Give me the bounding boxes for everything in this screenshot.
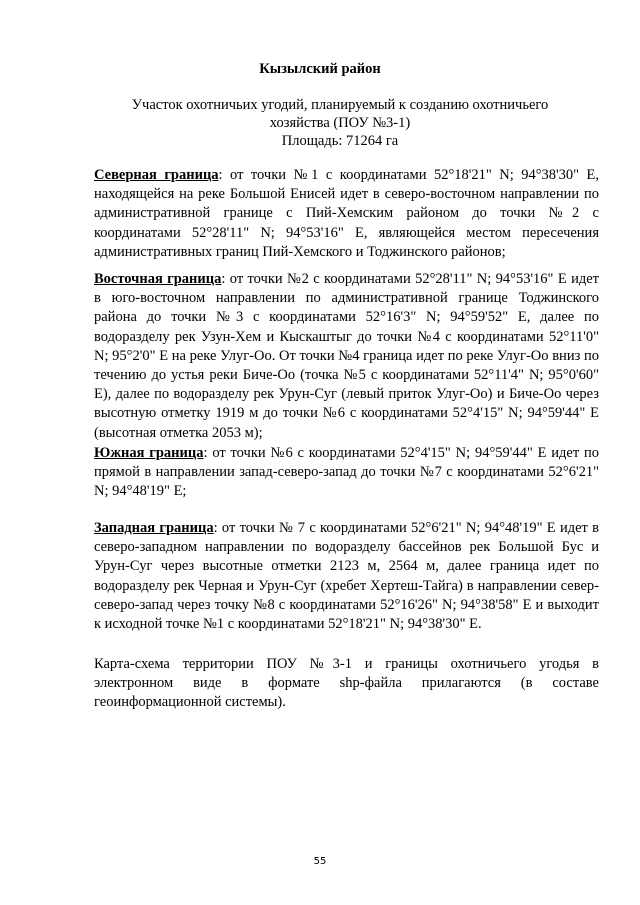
north-boundary-paragraph bbox=[94, 166, 599, 262]
east-boundary-text: : от точки №2 с координатами 52°28'11" N; 94°53'16" E идет в юго-восточном направлении по административной границе Тоджинского района до точки №3 с координатами 52°16'3" N; 94°59'52" E, далее по водоразделу рек Узун-Хем и Кыскаштыг до точки №4 с координатами 52°11'0" N; 95°2'0" E на реке Улуг-Оо. От точки №4 граница идет по реке Улуг-Оо вниз по течению до устья реки Биче-Оо (точка №5 с координатами 52°11'4" N; 95°0'60" E), далее по водоразделу рек Урун-Суг (левый приток Улуг-Оо) и Биче-Оо через высотную отметку 1919 м до точки №6 с координатами 52°4'15" N; 94°59'44" E (высотная отметка 2053 м); bbox=[94, 271, 599, 441]
west-boundary-text: : от точки № 7 с координатами 52°6'21" N; 94°48'19" E идет в северо-западном направлении по водоразделу бассейнов рек Большой Бус и Урун-Суг через высотные отметки 2123 м, 2564 м, далее граница идет по водоразделу рек Черная и Урун-Суг (хребет Хертеш-Тайга) в направлении север-северо-запад через точку №8 с координатами 52°16'26" N; 94°38'58" E и выходит к исходной точке №1 с координатами 52°18'21" N; 94°38'30" E. bbox=[94, 520, 599, 633]
page-number: 55 bbox=[313, 856, 327, 867]
hunting-area-subtitle bbox=[100, 96, 580, 150]
area-label: Площадь: 71264 га bbox=[281, 133, 399, 149]
north-boundary-text: : от точки №1 с координатами 52°18'21" N; 94°38'30" E, находящейся на реке Большой Енисей идет в северо-восточном направлении по административной границе с Пий-Хемским районом до точки №2 с координатами 52°28'11" N; 94°53'16" E, являющейся местом пересечения административных границ Пий-Хемского и Тоджинского районов; bbox=[94, 167, 599, 260]
south-boundary-paragraph bbox=[94, 444, 599, 502]
east-boundary-paragraph bbox=[94, 270, 599, 443]
subtitle-line-2: хозяйства (ПОУ №3-1) bbox=[269, 115, 411, 131]
east-boundary-heading: Восточная граница bbox=[94, 271, 222, 287]
district-title: Кызылский район bbox=[259, 61, 381, 77]
south-boundary-text: : от точки №6 с координатами 52°4'15" N; 94°59'44" E идет по прямой в направлении запад-северо-запад до точки №7 с координатами 52°6'21" N; 94°48'19" E; bbox=[94, 445, 599, 500]
map-note-paragraph: Карта-схема территории ПОУ №3-1 и границы охотничьего угодья в электронном виде в формате shp-файла прилагаются (в составе геоинформационной системы). bbox=[94, 656, 599, 711]
west-boundary-paragraph bbox=[94, 519, 599, 634]
subtitle-line-1: Участок охотничьих угодий, планируемый к созданию охотничьего bbox=[131, 97, 549, 113]
south-boundary-heading: Южная граница bbox=[94, 445, 204, 461]
north-boundary-heading: Северная граница bbox=[94, 167, 219, 183]
west-boundary-heading: Западная граница bbox=[94, 520, 214, 536]
